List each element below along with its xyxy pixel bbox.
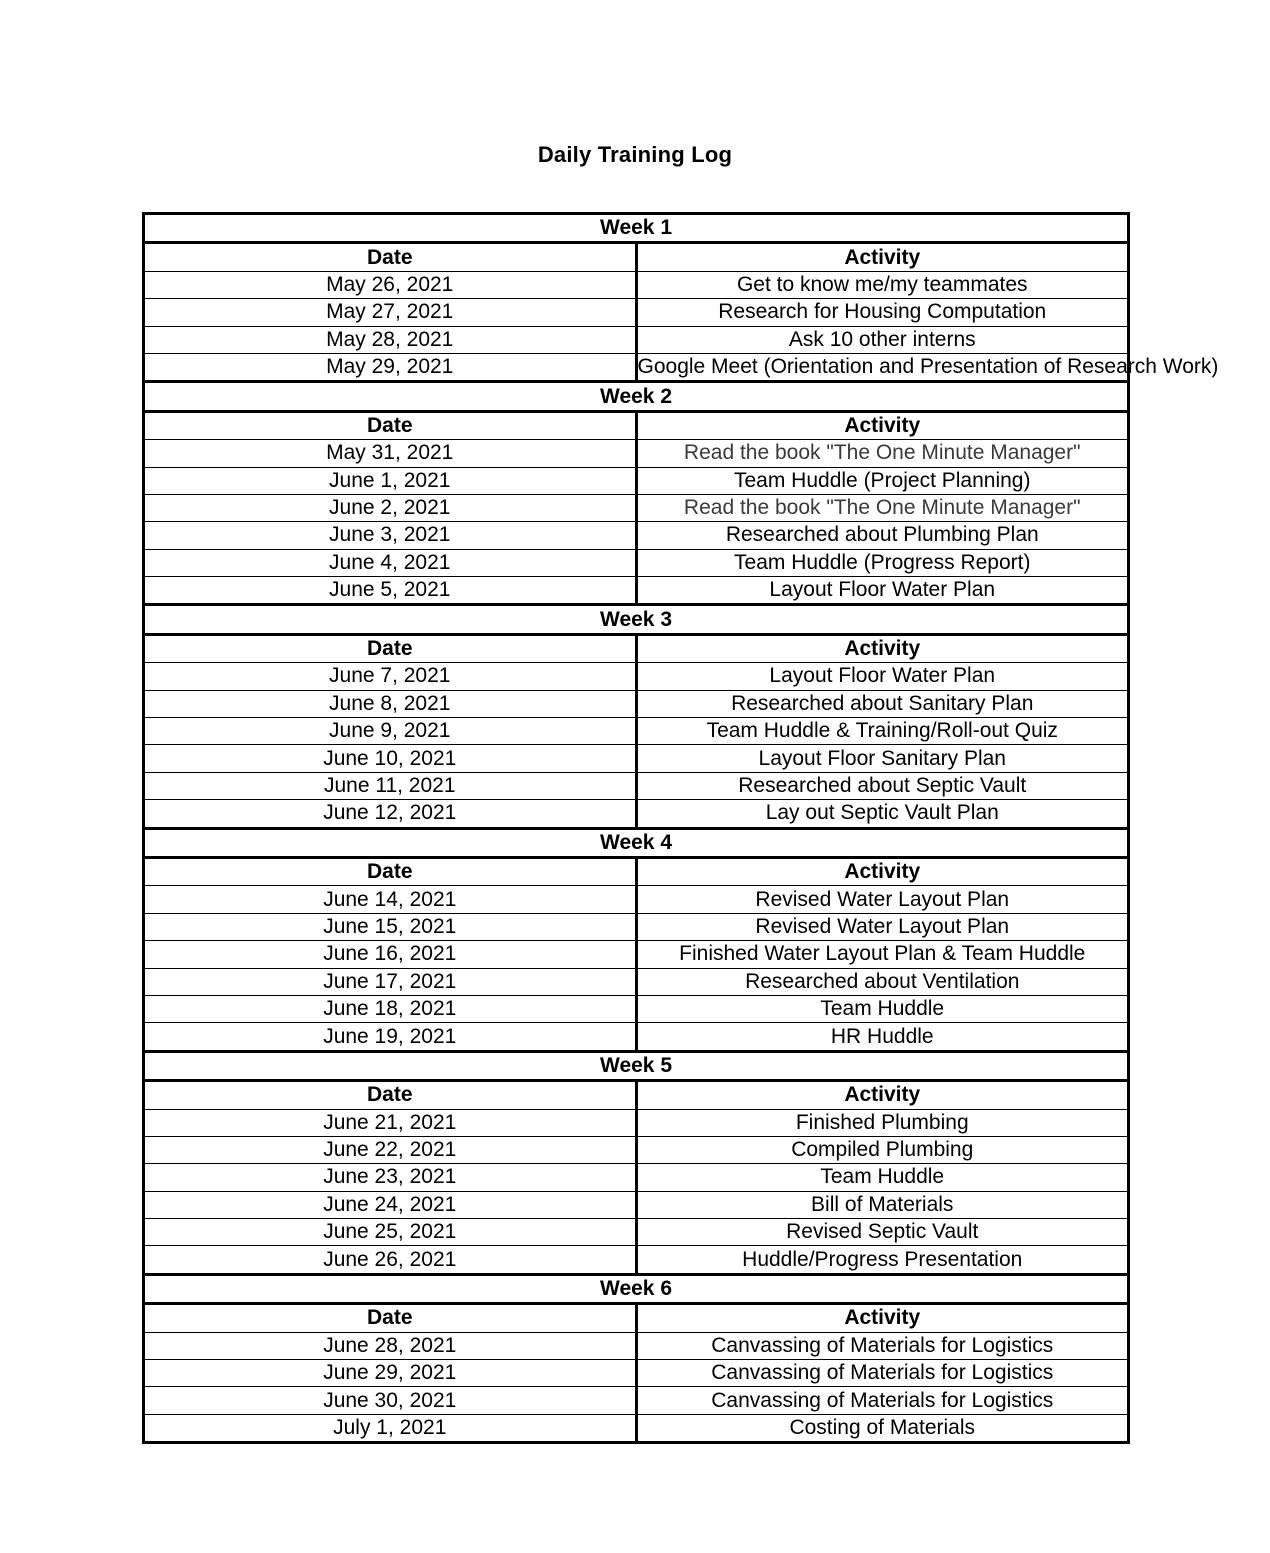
date-cell: June 14, 2021 (144, 886, 637, 913)
activity-cell: Google Meet (Orientation and Presentation of Research Work) (636, 353, 1129, 381)
week-label: Week 3 (144, 605, 1129, 634)
table-row (144, 299, 1129, 326)
activity-cell: Revised Water Layout Plan (636, 913, 1129, 940)
activity-cell: Researched about Septic Vault (636, 772, 1129, 799)
table-row (144, 440, 1129, 467)
table-row (144, 913, 1129, 940)
date-cell: June 21, 2021 (144, 1109, 637, 1136)
activity-cell: Layout Floor Water Plan (636, 663, 1129, 690)
week-label: Week 2 (144, 382, 1129, 411)
date-cell: June 9, 2021 (144, 718, 637, 745)
activity-cell: Revised Water Layout Plan (636, 886, 1129, 913)
activity-cell: Get to know me/my teammates (636, 271, 1129, 298)
week-label: Week 5 (144, 1051, 1129, 1080)
activity-cell: Team Huddle (636, 995, 1129, 1022)
date-cell: June 17, 2021 (144, 968, 637, 995)
activity-cell: Researched about Sanitary Plan (636, 690, 1129, 717)
date-cell: June 2, 2021 (144, 494, 637, 521)
date-cell: May 27, 2021 (144, 299, 637, 326)
table-row (144, 663, 1129, 690)
column-header-row (144, 411, 1129, 439)
table-row (144, 577, 1129, 605)
activity-column-header: Activity (636, 411, 1129, 439)
date-cell: May 26, 2021 (144, 271, 637, 298)
table-row (144, 968, 1129, 995)
column-header-row (144, 243, 1129, 271)
activity-cell: Layout Floor Sanitary Plan (636, 745, 1129, 772)
table-row (144, 549, 1129, 576)
table-row (144, 1023, 1129, 1051)
date-cell: June 28, 2021 (144, 1332, 637, 1359)
date-cell: June 22, 2021 (144, 1136, 637, 1163)
date-cell: June 29, 2021 (144, 1360, 637, 1387)
week-header-row (144, 1274, 1129, 1303)
week-header-row (144, 1051, 1129, 1080)
table-row (144, 1360, 1129, 1387)
date-column-header: Date (144, 1081, 637, 1109)
table-row (144, 1414, 1129, 1442)
activity-column-header: Activity (636, 1081, 1129, 1109)
date-column-header: Date (144, 411, 637, 439)
column-header-row (144, 857, 1129, 885)
date-cell: June 30, 2021 (144, 1387, 637, 1414)
activity-cell: Researched about Ventilation (636, 968, 1129, 995)
table-row (144, 1136, 1129, 1163)
activity-cell: Canvassing of Materials for Logistics (636, 1387, 1129, 1414)
date-column-header: Date (144, 243, 637, 271)
table-row (144, 1387, 1129, 1414)
table-row (144, 1332, 1129, 1359)
table-row (144, 353, 1129, 381)
table-row (144, 995, 1129, 1022)
activity-column-header: Activity (636, 1304, 1129, 1332)
date-cell: May 29, 2021 (144, 353, 637, 381)
table-row (144, 1164, 1129, 1191)
table-row (144, 1219, 1129, 1246)
activity-column-header: Activity (636, 243, 1129, 271)
date-cell: June 26, 2021 (144, 1246, 637, 1274)
date-cell: June 24, 2021 (144, 1191, 637, 1218)
activity-cell: Finished Plumbing (636, 1109, 1129, 1136)
table-row (144, 467, 1129, 494)
activity-cell: Read the book "The One Minute Manager" (636, 494, 1129, 521)
date-cell: May 28, 2021 (144, 326, 637, 353)
activity-cell: Huddle/Progress Presentation (636, 1246, 1129, 1274)
column-header-row (144, 1304, 1129, 1332)
activity-column-header: Activity (636, 857, 1129, 885)
week-label: Week 6 (144, 1274, 1129, 1303)
date-cell: June 4, 2021 (144, 549, 637, 576)
activity-cell: Team Huddle (Progress Report) (636, 549, 1129, 576)
date-cell: June 3, 2021 (144, 522, 637, 549)
table-row (144, 718, 1129, 745)
activity-cell: Canvassing of Materials for Logistics (636, 1360, 1129, 1387)
date-cell: June 23, 2021 (144, 1164, 637, 1191)
page-title: Daily Training Log (537, 142, 733, 167)
table-row (144, 271, 1129, 298)
date-cell: June 11, 2021 (144, 772, 637, 799)
activity-cell: Team Huddle & Training/Roll-out Quiz (636, 718, 1129, 745)
table-row (144, 772, 1129, 799)
table-row (144, 494, 1129, 521)
date-column-header: Date (144, 634, 637, 662)
date-column-header: Date (144, 1304, 637, 1332)
date-cell: June 1, 2021 (144, 467, 637, 494)
activity-cell: Team Huddle (636, 1164, 1129, 1191)
activity-cell: Bill of Materials (636, 1191, 1129, 1218)
date-cell: June 19, 2021 (144, 1023, 637, 1051)
activity-cell: Compiled Plumbing (636, 1136, 1129, 1163)
date-cell: May 31, 2021 (144, 440, 637, 467)
table-row (144, 1246, 1129, 1274)
week-label: Week 4 (144, 828, 1129, 857)
date-cell: June 15, 2021 (144, 913, 637, 940)
activity-column-header: Activity (636, 634, 1129, 662)
activity-cell: Costing of Materials (636, 1414, 1129, 1442)
activity-cell: Ask 10 other interns (636, 326, 1129, 353)
activity-cell: Read the book "The One Minute Manager" (636, 440, 1129, 467)
date-column-header: Date (144, 857, 637, 885)
training-log-table (142, 212, 1219, 1444)
training-log-body (144, 214, 1219, 1443)
activity-cell: HR Huddle (636, 1023, 1129, 1051)
table-row (144, 326, 1129, 353)
table-row (144, 745, 1129, 772)
date-cell: June 5, 2021 (144, 577, 637, 605)
date-cell: June 25, 2021 (144, 1219, 637, 1246)
table-row (144, 1109, 1129, 1136)
date-cell: June 16, 2021 (144, 941, 637, 968)
column-header-row (144, 634, 1129, 662)
date-cell: July 1, 2021 (144, 1414, 637, 1442)
table-row (144, 690, 1129, 717)
table-row (144, 1191, 1129, 1218)
table-row (144, 522, 1129, 549)
date-cell: June 12, 2021 (144, 800, 637, 828)
table-row (144, 941, 1129, 968)
week-label: Week 1 (144, 214, 1129, 243)
table-row (144, 800, 1129, 828)
date-cell: June 10, 2021 (144, 745, 637, 772)
date-cell: June 8, 2021 (144, 690, 637, 717)
week-header-row (144, 828, 1129, 857)
table-row (144, 886, 1129, 913)
activity-cell: Team Huddle (Project Planning) (636, 467, 1129, 494)
week-header-row (144, 382, 1129, 411)
activity-cell: Canvassing of Materials for Logistics (636, 1332, 1129, 1359)
column-header-row (144, 1081, 1129, 1109)
activity-cell: Lay out Septic Vault Plan (636, 800, 1129, 828)
week-header-row (144, 605, 1129, 634)
date-cell: June 7, 2021 (144, 663, 637, 690)
activity-cell: Layout Floor Water Plan (636, 577, 1129, 605)
week-header-row (144, 214, 1129, 243)
activity-cell: Revised Septic Vault (636, 1219, 1129, 1246)
activity-cell: Finished Water Layout Plan & Team Huddle (636, 941, 1129, 968)
activity-cell: Researched about Plumbing Plan (636, 522, 1129, 549)
activity-cell: Research for Housing Computation (636, 299, 1129, 326)
date-cell: June 18, 2021 (144, 995, 637, 1022)
